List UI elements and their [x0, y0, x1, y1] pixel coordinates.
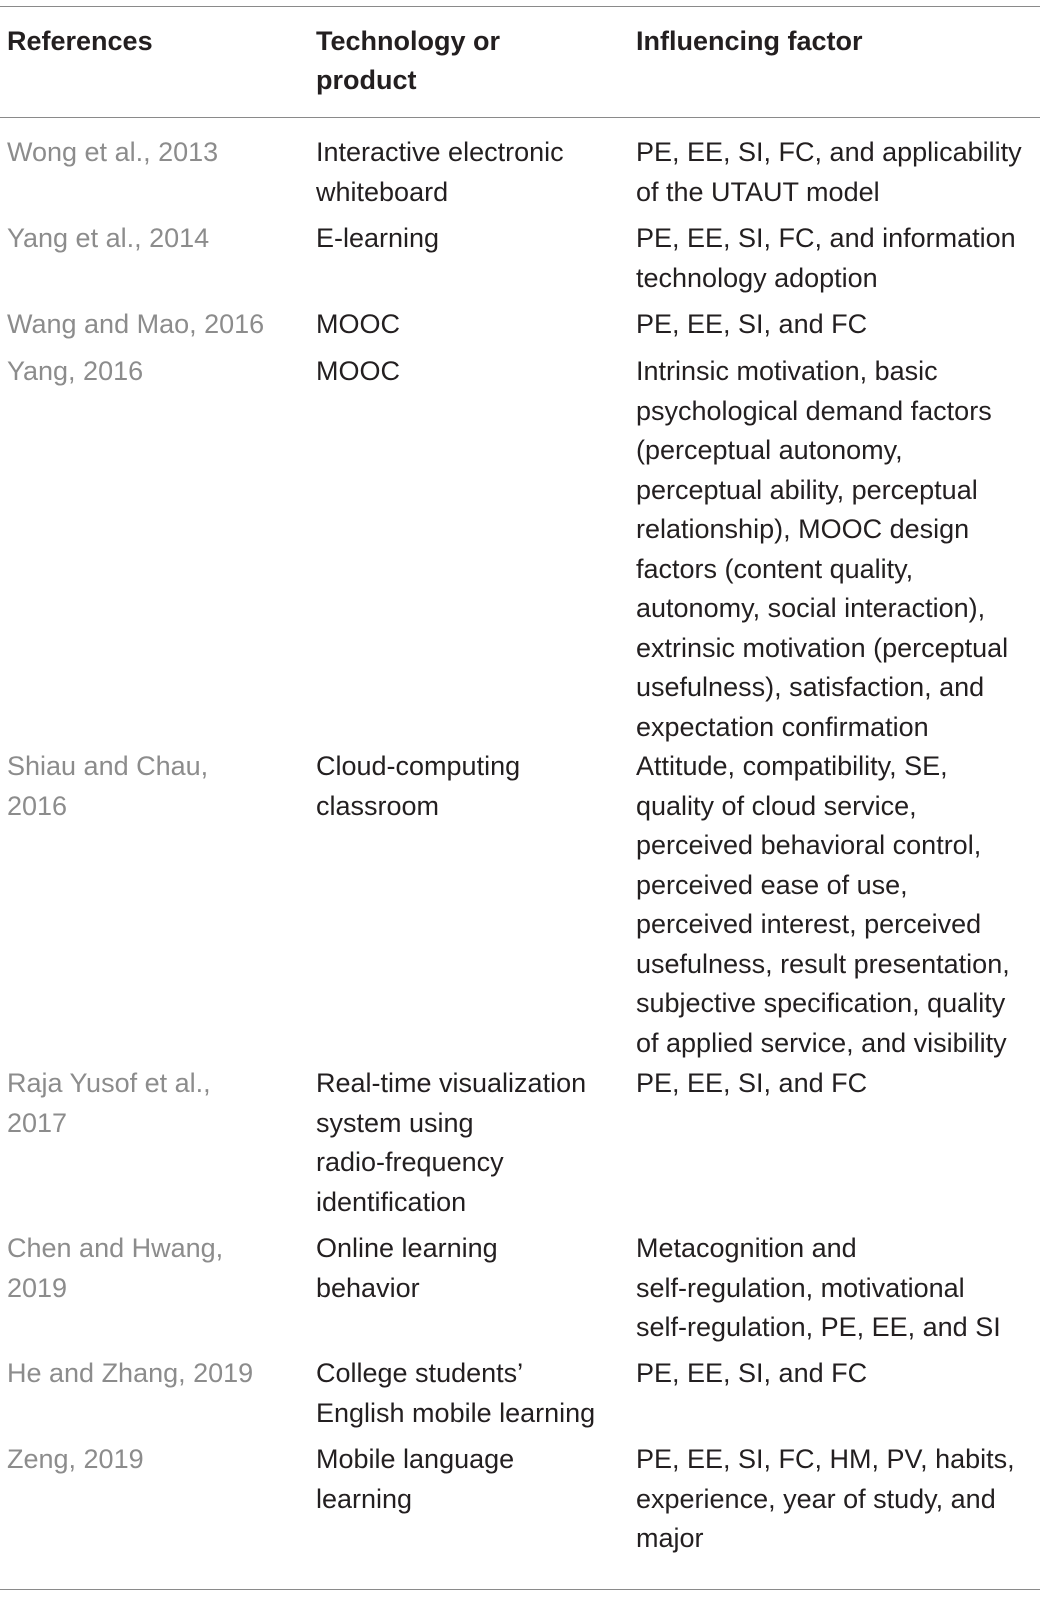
table-bottom-rule — [0, 1589, 1040, 1590]
header-references: References — [7, 26, 153, 56]
table-body — [0, 133, 1040, 1565]
cell-reference: Chen and Hwang, 2019 — [7, 1233, 224, 1303]
table-row — [0, 305, 1040, 344]
table-row — [0, 133, 1040, 211]
table-row — [0, 219, 1040, 297]
cell-technology: E-learning — [316, 223, 440, 253]
table-header-rule — [0, 117, 1040, 118]
cell-reference: Shiau and Chau, 2016 — [7, 751, 209, 821]
cell-factor: PE, EE, SI, and FC — [636, 309, 868, 339]
table-row — [0, 747, 1040, 1056]
table-row — [0, 1229, 1040, 1346]
header-influencing-factor: Influencing factor — [636, 26, 863, 56]
cell-factor: Attitude, compatibility, SE, quality of cloud service, perceived behavioral control, perceived ease of use, perceived interest, perceived usefulness, result presentation, subjective specification, quality of applied service, and visibility — [636, 751, 1010, 1058]
cell-factor: Intrinsic motivation, basic psychological demand factors (perceptual autonomy, perceptual ability, perceptual relationship), MOOC design factors (content quality, autonomy, social interaction), extrinsic motivation (perceptual usefulness), satisfaction, and expectation confirmation — [636, 356, 1009, 742]
table-row — [0, 1440, 1040, 1557]
cell-reference: Yang, 2016 — [7, 356, 144, 386]
cell-factor: PE, EE, SI, and FC — [636, 1068, 868, 1098]
table-top-rule — [0, 6, 1040, 7]
cell-technology: Online learning behavior — [316, 1233, 498, 1303]
cell-reference: Wong et al., 2013 — [7, 137, 219, 167]
cell-factor: PE, EE, SI, FC, and information technology adoption — [636, 223, 1016, 293]
table-row — [0, 352, 1040, 742]
cell-technology: Interactive electronic whiteboard — [316, 137, 564, 207]
table-header-row — [0, 22, 1040, 112]
cell-reference: Raja Yusof et al., 2017 — [7, 1068, 211, 1138]
cell-technology: Real-time visualization system using radio-frequency identification — [316, 1068, 587, 1217]
table-row — [0, 1354, 1040, 1432]
cell-reference: Yang et al., 2014 — [7, 223, 210, 253]
table-row — [0, 1064, 1040, 1221]
cell-factor: PE, EE, SI, and FC — [636, 1358, 868, 1388]
cell-factor: Metacognition and self-regulation, motivational self-regulation, PE, EE, and SI — [636, 1233, 1001, 1342]
cell-technology: Mobile language learning — [316, 1444, 515, 1514]
cell-reference: He and Zhang, 2019 — [7, 1358, 254, 1388]
header-technology: Technology or product — [316, 26, 501, 95]
cell-reference: Wang and Mao, 2016 — [7, 309, 265, 339]
cell-technology: College students’ English mobile learning — [316, 1358, 596, 1428]
cell-technology: Cloud-computing classroom — [316, 751, 521, 821]
cell-technology: MOOC — [316, 309, 400, 339]
cell-reference: Zeng, 2019 — [7, 1444, 144, 1474]
cell-factor: PE, EE, SI, FC, and applicability of the UTAUT model — [636, 137, 1022, 207]
cell-technology: MOOC — [316, 356, 400, 386]
cell-factor: PE, EE, SI, FC, HM, PV, habits, experience, year of study, and major — [636, 1444, 1015, 1553]
